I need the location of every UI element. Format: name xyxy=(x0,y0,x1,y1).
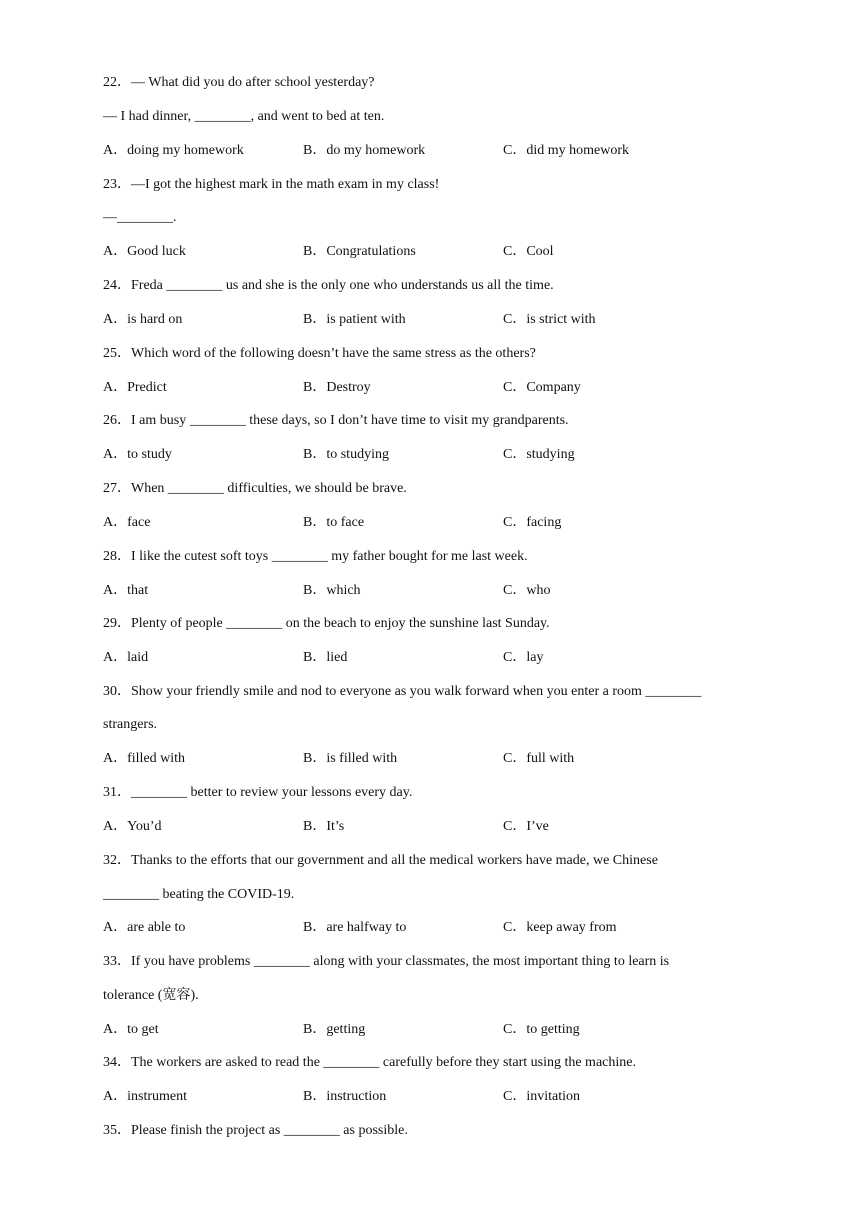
question-23-option-a: A．Good luck xyxy=(103,244,186,259)
question-32-option-a: A．are able to xyxy=(103,920,186,935)
question-30-stem-line-2: strangers. xyxy=(103,717,158,732)
question-22-stem-line-1: 22．— What did you do after school yesterday? xyxy=(103,75,375,90)
question-26-option-a: A．to study xyxy=(103,447,172,462)
question-33-stem-line-2: tolerance (宽容). xyxy=(103,988,199,1003)
question-31-option-c: C．I’ve xyxy=(503,819,549,834)
question-24-option-a: A．is hard on xyxy=(103,312,183,327)
question-31-stem: 31．________ better to review your lessons every day. xyxy=(103,785,413,800)
question-22-stem-line-2: — I had dinner, ________, and went to bed at ten. xyxy=(103,109,385,124)
question-31-option-b: B．It’s xyxy=(303,819,345,834)
question-32-option-b: B．are halfway to xyxy=(303,920,407,935)
question-24-stem: 24．Freda ________ us and she is the only one who understands us all the time. xyxy=(103,278,554,293)
question-30-option-a: A．filled with xyxy=(103,751,186,766)
question-28-stem: 28．I like the cutest soft toys ________ my father bought for me last week. xyxy=(103,549,528,564)
question-23-stem-line-1: 23．—I got the highest mark in the math exam in my class! xyxy=(103,177,440,192)
question-31-option-a: A．You’d xyxy=(103,819,162,834)
question-22-option-a: A．doing my homework xyxy=(103,143,244,158)
question-25-option-b: B．Destroy xyxy=(303,380,371,395)
question-34-stem: 34．The workers are asked to read the ________ carefully before they start using the machine. xyxy=(103,1055,636,1070)
question-23-option-b: B．Congratulations xyxy=(303,244,416,259)
question-35-stem: 35．Please finish the project as ________ as possible. xyxy=(103,1123,408,1138)
question-28-option-a: A．that xyxy=(103,583,149,598)
question-34-option-a: A．instrument xyxy=(103,1089,187,1104)
question-27-stem: 27．When ________ difficulties, we should be brave. xyxy=(103,481,407,496)
question-23-stem-line-2: —________. xyxy=(103,210,177,225)
question-27-option-c: C．facing xyxy=(503,515,562,530)
question-33-option-b: B．getting xyxy=(303,1022,366,1037)
question-25-stem: 25．Which word of the following doesn’t have the same stress as the others? xyxy=(103,346,536,361)
question-32-stem-line-2: ________ beating the COVID-19. xyxy=(103,887,295,902)
question-22-option-b: B．do my homework xyxy=(303,143,426,158)
question-34-option-b: B．instruction xyxy=(303,1089,387,1104)
question-28-option-b: B．which xyxy=(303,583,361,598)
question-22-option-c: C．did my homework xyxy=(503,143,629,158)
question-27-option-b: B．to face xyxy=(303,515,365,530)
question-29-option-a: A．laid xyxy=(103,650,149,665)
question-25-option-c: C．Company xyxy=(503,380,581,395)
question-33-option-c: C．to getting xyxy=(503,1022,580,1037)
question-33-option-a: A．to get xyxy=(103,1022,159,1037)
question-30-stem-line-1: 30．Show your friendly smile and nod to everyone as you walk forward when you enter a room ________ xyxy=(103,684,702,699)
question-32-stem-line-1: 32．Thanks to the efforts that our government and all the medical workers have made, we Chinese xyxy=(103,853,658,868)
question-34-option-c: C．invitation xyxy=(503,1089,580,1104)
question-29-stem: 29．Plenty of people ________ on the beach to enjoy the sunshine last Sunday. xyxy=(103,616,550,631)
question-24-option-c: C．is strict with xyxy=(503,312,596,327)
question-27-option-a: A．face xyxy=(103,515,151,530)
question-26-stem: 26．I am busy ________ these days, so I don’t have time to visit my grandparents. xyxy=(103,413,569,428)
question-28-option-c: C．who xyxy=(503,583,551,598)
question-30-option-c: C．full with xyxy=(503,751,575,766)
question-24-option-b: B．is patient with xyxy=(303,312,406,327)
question-25-option-a: A．Predict xyxy=(103,380,167,395)
question-29-option-c: C．lay xyxy=(503,650,544,665)
question-33-stem-line-1: 33．If you have problems ________ along with your classmates, the most important thing to learn is xyxy=(103,954,670,969)
question-23-option-c: C．Cool xyxy=(503,244,554,259)
question-30-option-b: B．is filled with xyxy=(303,751,398,766)
question-32-option-c: C．keep away from xyxy=(503,920,617,935)
question-29-option-b: B．lied xyxy=(303,650,348,665)
question-26-option-b: B．to studying xyxy=(303,447,389,462)
question-26-option-c: C．studying xyxy=(503,447,575,462)
